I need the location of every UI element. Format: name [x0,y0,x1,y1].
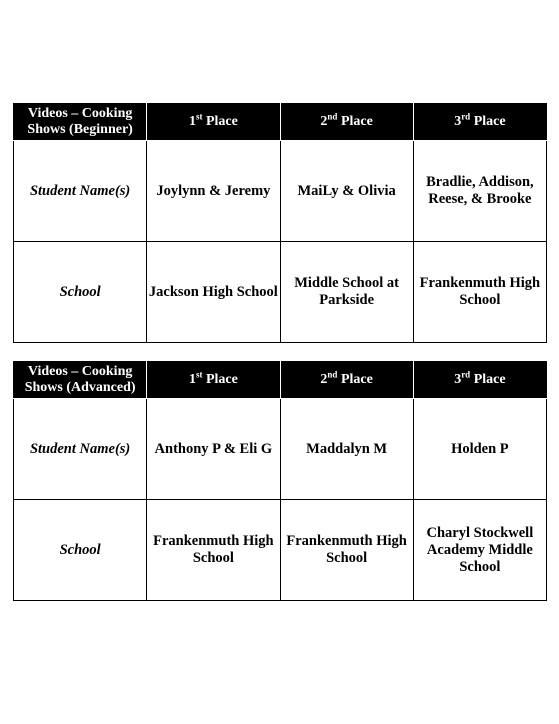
place-word: Place [473,372,506,387]
row-label: School [14,500,147,601]
place-suffix: st [195,369,203,380]
first-place-header [147,362,280,399]
school-row [14,500,547,601]
third-place-school: Frankenmuth High School [413,242,546,343]
second-place-school: Frankenmuth High School [280,500,413,601]
first-place-school: Frankenmuth High School [147,500,280,601]
place-number: 1 [188,114,196,129]
place-number: 3 [454,114,462,129]
place-suffix: nd [327,111,338,122]
place-number: 1 [188,372,196,387]
place-word: Place [340,114,373,129]
second-place-school: Middle School at Parkside [280,242,413,343]
place-suffix: rd [461,111,471,122]
first-place-students: Joylynn & Jeremy [147,141,280,242]
second-place-students: Maddalyn M [280,399,413,500]
advanced-awards-table [13,361,547,601]
table-header-row [14,362,547,399]
place-number: 3 [454,372,462,387]
row-label: Student Name(s) [14,141,147,242]
first-place-school: Jackson High School [147,242,280,343]
first-place-header [147,104,280,141]
place-suffix: nd [327,369,338,380]
place-suffix: rd [461,369,471,380]
table-header-row [14,104,547,141]
student-names-row [14,399,547,500]
place-number: 2 [320,372,328,387]
second-place-students: MaiLy & Olivia [280,141,413,242]
third-place-students: Holden P [413,399,546,500]
third-place-header [413,362,546,399]
table-title: Videos – Cooking Shows (Beginner) [14,104,147,141]
third-place-header [413,104,546,141]
row-label: School [14,242,147,343]
row-label: Student Name(s) [14,399,147,500]
place-word: Place [205,372,238,387]
beginner-awards-table [13,103,547,343]
third-place-school: Charyl Stockwell Academy Middle School [413,500,546,601]
third-place-students: Bradlie, Addison, Reese, & Brooke [413,141,546,242]
first-place-students: Anthony P & Eli G [147,399,280,500]
place-number: 2 [320,114,328,129]
place-word: Place [473,114,506,129]
school-row [14,242,547,343]
student-names-row [14,141,547,242]
second-place-header [280,104,413,141]
place-word: Place [205,114,238,129]
table-title: Videos – Cooking Shows (Advanced) [14,362,147,399]
place-word: Place [340,372,373,387]
second-place-header [280,362,413,399]
place-suffix: st [195,111,203,122]
